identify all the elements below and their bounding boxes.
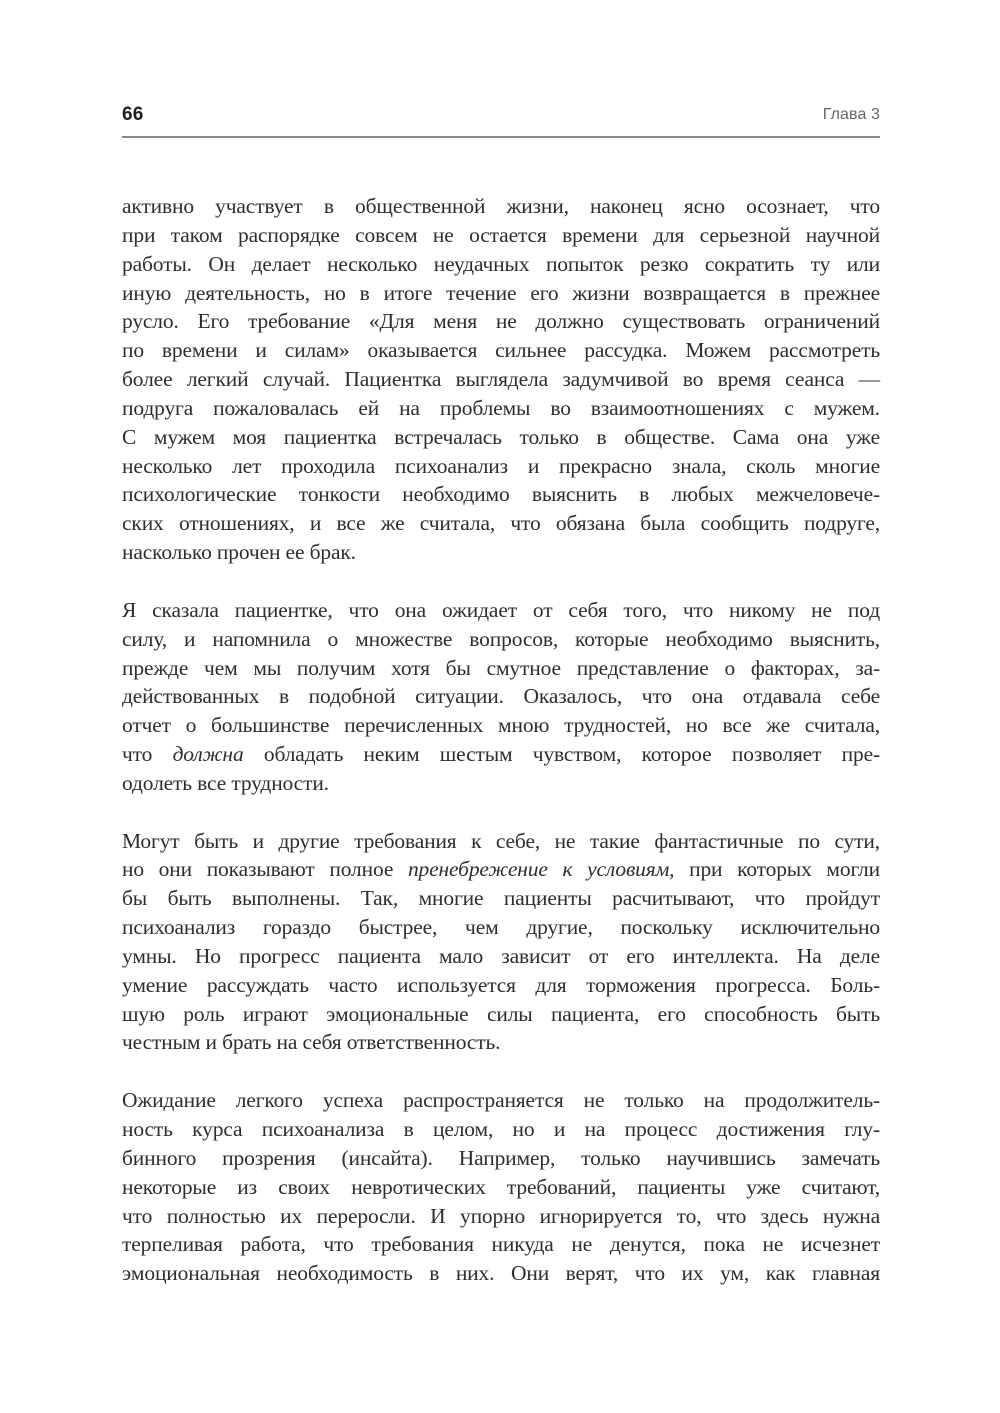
- text-line: эмоциональная необходимость в них. Они верят, что их ум, как главная: [122, 1261, 880, 1286]
- text-line: действованных в подобной ситуации. Оказалось, что она отдавала себе: [122, 684, 880, 709]
- paragraph-4: [122, 1086, 880, 1288]
- text-line: С мужем моя пациентка встречалась только в обществе. Сама она уже: [122, 424, 880, 449]
- text-line: честным и брать на себя ответственность.: [122, 1030, 501, 1055]
- text-line-with-emphasis: [122, 855, 880, 884]
- text-line: более легкий случай. Пациентка выглядела задумчивой во время сеанса —: [122, 367, 880, 392]
- text-line: терпеливая работа, что требования никуда не денутся, пока не исчезнет: [122, 1232, 880, 1257]
- emphasis-text: должна: [172, 742, 244, 767]
- text-line: бы быть выполнены. Так, многие пациенты расчитывают, что пройдут: [122, 886, 880, 911]
- running-header: [122, 102, 880, 132]
- text-segment: обладать неким шестым чувством, которое позволяет пре-: [243, 742, 881, 767]
- text-line: несколько лет проходила психоанализ и прекрасно знала, сколь многие: [122, 453, 880, 478]
- paragraph-3: [122, 827, 880, 1058]
- text-line: ность курса психоанализа в целом, но и на процесс достижения глу-: [122, 1117, 880, 1141]
- text-segment: но они показывают полное: [122, 857, 408, 882]
- text-line-with-emphasis: [122, 740, 880, 769]
- chapter-label: Глава 3: [822, 106, 880, 123]
- header-divider: [122, 136, 880, 138]
- text-line: некоторые из своих невротических требований, пациенты уже считают,: [122, 1174, 880, 1199]
- text-line: Ожидание легкого успеха распространяется не только на продолжитель-: [122, 1088, 880, 1113]
- text-line: Я сказала пациентке, что она ожидает от себя того, что никому не под: [122, 597, 880, 622]
- text-line: отчет о большинстве перечисленных мною трудностей, но все же считала,: [122, 713, 880, 738]
- page-number: 66: [122, 104, 144, 125]
- text-line: шую роль играют эмоциональные силы пациента, его способность быть: [122, 1001, 880, 1026]
- text-line: насколько прочен ее брак.: [122, 540, 356, 565]
- text-line: прежде чем мы получим хотя бы смутное представление о факторах, за-: [122, 655, 880, 680]
- paragraph-2: [122, 596, 880, 798]
- text-line: бинного прозрения (инсайта). Например, только научившись замечать: [122, 1145, 880, 1170]
- text-segment: что: [122, 742, 173, 767]
- text-line: одолеть все трудности.: [122, 770, 329, 795]
- text-line: по времени и силам» оказывается сильнее рассудка. Можем рассмотреть: [122, 338, 880, 363]
- text-line: Могут быть и другие требования к себе, не такие фантастичные по сути,: [122, 828, 880, 853]
- text-line: психологические тонкости необходимо выяснить в любых межчеловече-: [122, 482, 880, 507]
- text-line: подруга пожаловалась ей на проблемы во взаимоотношениях с мужем.: [122, 395, 880, 420]
- paragraph-1: [122, 192, 880, 567]
- text-line: работы. Он делает несколько неудачных попыток резко сократить ту или: [122, 251, 880, 276]
- emphasis-text: пренебрежение к условиям,: [407, 857, 675, 882]
- text-line: силу, и напомнила о множестве вопросов, которые необходимо выяснить,: [122, 626, 880, 651]
- text-segment: при которых могли: [674, 857, 880, 882]
- text-line: что полностью их переросли. И упорно игнорируется то, что здесь нужна: [122, 1203, 880, 1228]
- body-text: [122, 192, 880, 1317]
- text-line: умение рассуждать часто используется для торможения прогресса. Боль-: [122, 972, 880, 997]
- text-line: активно участвует в общественной жизни, наконец ясно осознает, что: [122, 194, 880, 218]
- text-line: при таком распорядке совсем не остается времени для серьезной научной: [122, 222, 880, 247]
- text-line: ских отношениях, и все же считала, что обязана была сообщить подруге,: [122, 511, 880, 536]
- text-line: русло. Его требование «Для меня не должно существовать ограничений: [122, 309, 880, 334]
- text-line: умны. Но прогресс пациента мало зависит от его интеллекта. На деле: [122, 943, 880, 968]
- text-line: психоанализ гораздо быстрее, чем другие, поскольку исключительно: [122, 915, 880, 940]
- text-line: иную деятельность, но в итоге течение его жизни возвращается в прежнее: [122, 280, 880, 305]
